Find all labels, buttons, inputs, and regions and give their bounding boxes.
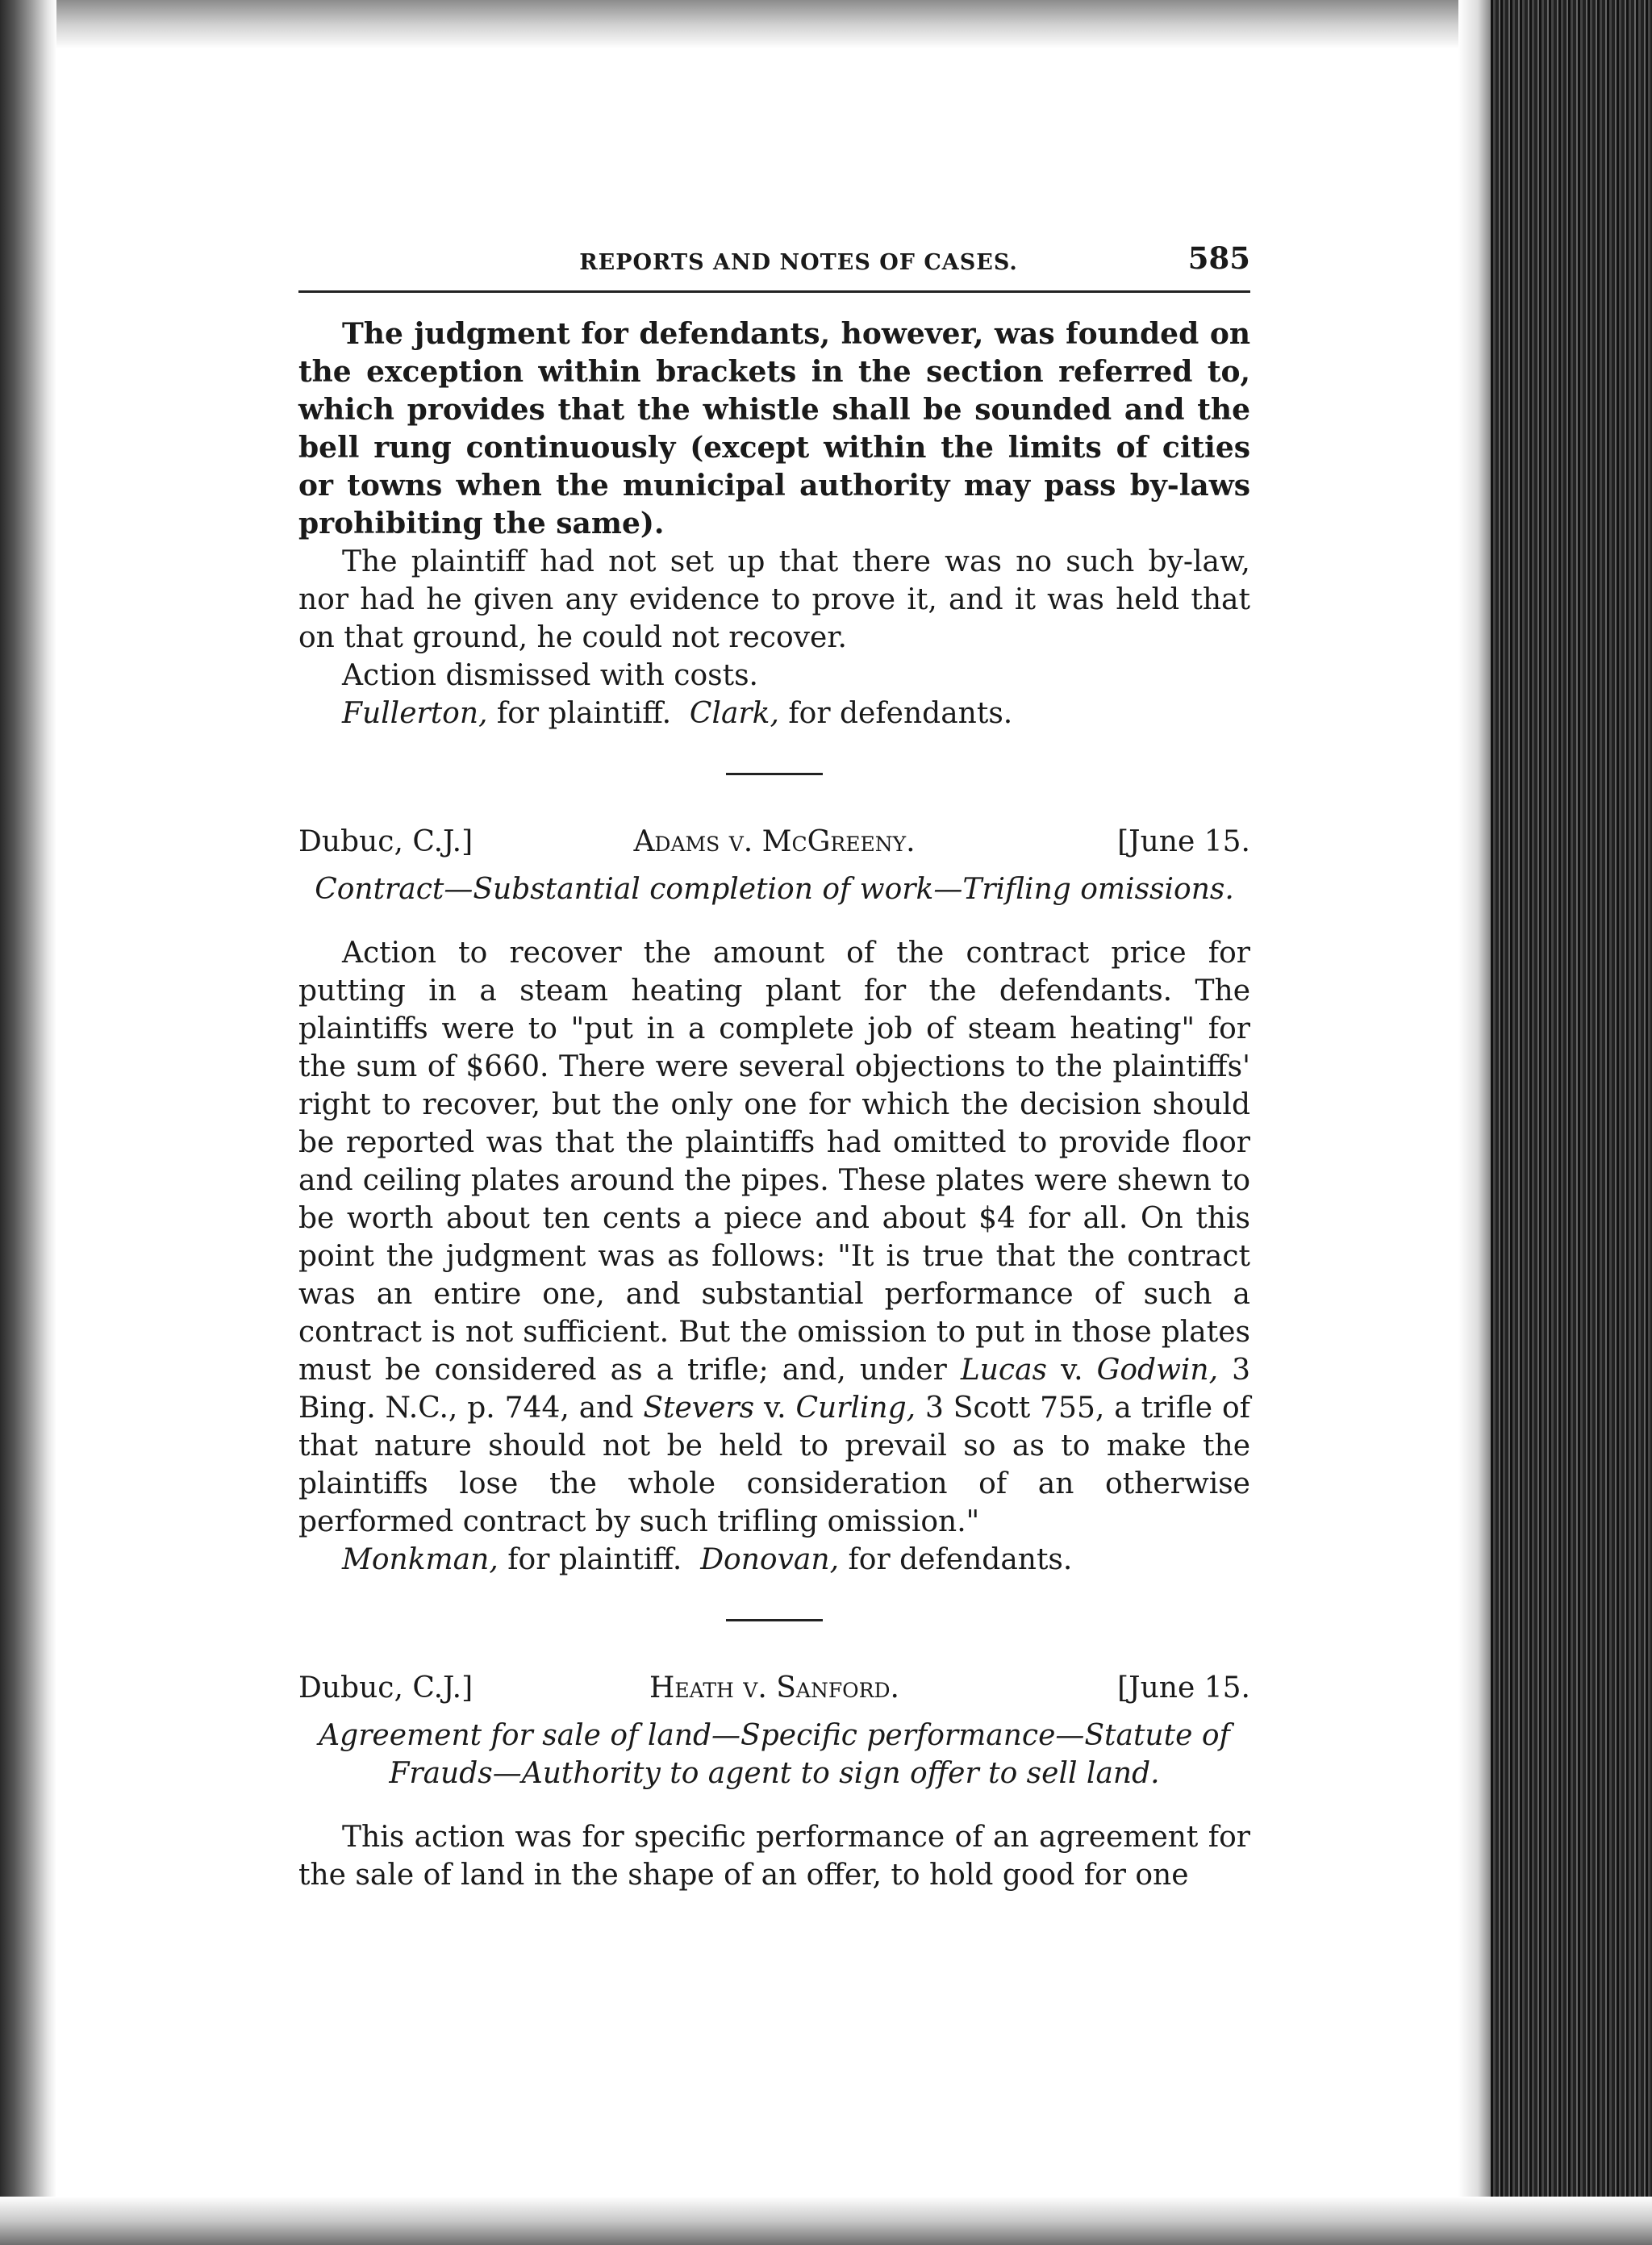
paragraph: This action was for specific performance of an agreement for the sale of land in the shape of an offer, to hold good for one bbox=[298, 1821, 1250, 1892]
text: 3 Bing. N.C., p. 744, and bbox=[298, 1354, 1250, 1425]
scan-bottom-edge bbox=[0, 2197, 1652, 2245]
case-heath-v-sanford bbox=[298, 1671, 1250, 1894]
running-head bbox=[298, 234, 1250, 282]
paragraph: Action dismissed with costs. bbox=[342, 659, 758, 692]
case-title: Adams v. McGreeny. bbox=[633, 825, 916, 858]
section-continued bbox=[298, 315, 1250, 732]
counsel-line bbox=[298, 695, 1250, 732]
citation: Lucas bbox=[960, 1354, 1048, 1387]
paragraph: The plaintiff had not set up that there was no such by-law, nor had he given any evidence to prove it, and it was held that on that ground, he could not recover. bbox=[298, 545, 1250, 654]
page bbox=[298, 234, 1250, 1894]
counsel-name: Monkman, bbox=[342, 1543, 499, 1576]
case-judge: Dubuc, C.J.] bbox=[298, 825, 473, 858]
page-number: 585 bbox=[1187, 240, 1250, 276]
section-separator bbox=[726, 1619, 823, 1621]
case-judge: Dubuc, C.J.] bbox=[298, 1671, 473, 1705]
counsel-role: for defendants. bbox=[778, 697, 1013, 730]
scan-right-fade bbox=[1458, 0, 1491, 2245]
citation: Godwin, bbox=[1096, 1354, 1219, 1387]
running-title: REPORTS AND NOTES OF CASES. bbox=[579, 250, 1018, 275]
case-header bbox=[298, 1671, 1250, 1710]
counsel-role: for plaintiff. bbox=[487, 697, 672, 730]
text: Action to recover the amount of the contract price for putting in a steam heating plant for the defendants. The plaintiffs were to "put in a complete job of steam heating" for the sum of $660. There were several objections to the plaintiffs' right to recover, but the only one for which the decision should be reported was that the plaintiffs had omitted to provide floor and ceiling plates around the pipes. These plates were shewn to be worth about ten cents a piece and about $4 for all. On this point the judgment was as follows: "It is true that the contract was an entire one, and substantial performance of such a contract is not sufficient. But the omission to put in those plates must be considered as a trifle; and, under bbox=[298, 937, 1250, 1387]
counsel-name: Donovan, bbox=[700, 1543, 840, 1576]
case-subject: Contract—Substantial completion of work—Trifling omissions. bbox=[315, 873, 1234, 906]
text: v. bbox=[1047, 1354, 1097, 1387]
paragraph: The judgment for defendants, however, was founded on the exception within brackets in the section referred to, which provides that the whistle shall be sounded and the bell rung continuously (except within the limits of cities or towns when the municipal authority may pass by-laws prohibiting the same). bbox=[298, 317, 1250, 540]
subject-line: Frauds—Authority to agent to sign offer to sell land. bbox=[389, 1757, 1160, 1790]
case-date: [June 15. bbox=[1117, 825, 1250, 858]
case-header bbox=[298, 825, 1250, 864]
scan-left-edge bbox=[0, 0, 56, 2245]
case-subject bbox=[298, 1717, 1250, 1792]
header-rule bbox=[298, 290, 1250, 293]
case-title: Heath v. Sanford. bbox=[649, 1671, 899, 1705]
case-date: [June 15. bbox=[1117, 1671, 1250, 1705]
scan-right-edge bbox=[1491, 0, 1652, 2245]
citation: Stevers bbox=[643, 1392, 755, 1425]
citation: Curling, bbox=[795, 1392, 916, 1425]
section-separator bbox=[726, 773, 823, 775]
counsel-line bbox=[298, 1541, 1250, 1579]
subject-line: Agreement for sale of land—Specific performance—Statute of bbox=[319, 1719, 1230, 1752]
case-adams-v-mcgreeny bbox=[298, 825, 1250, 1579]
scan-top-edge bbox=[0, 0, 1652, 48]
counsel-role: for defendants. bbox=[839, 1543, 1073, 1576]
counsel-name: Clark, bbox=[689, 697, 779, 730]
text: v. bbox=[754, 1392, 796, 1425]
paragraph bbox=[298, 934, 1250, 1541]
counsel-name: Fullerton, bbox=[342, 697, 488, 730]
text: 3 Scott 755, a trifle of that nature should not be held to prevail so as to make the plaintiffs lose the whole consideration of an otherwise performed contract by such trifling omission." bbox=[298, 1392, 1250, 1538]
counsel-role: for plaintiff. bbox=[498, 1543, 682, 1576]
